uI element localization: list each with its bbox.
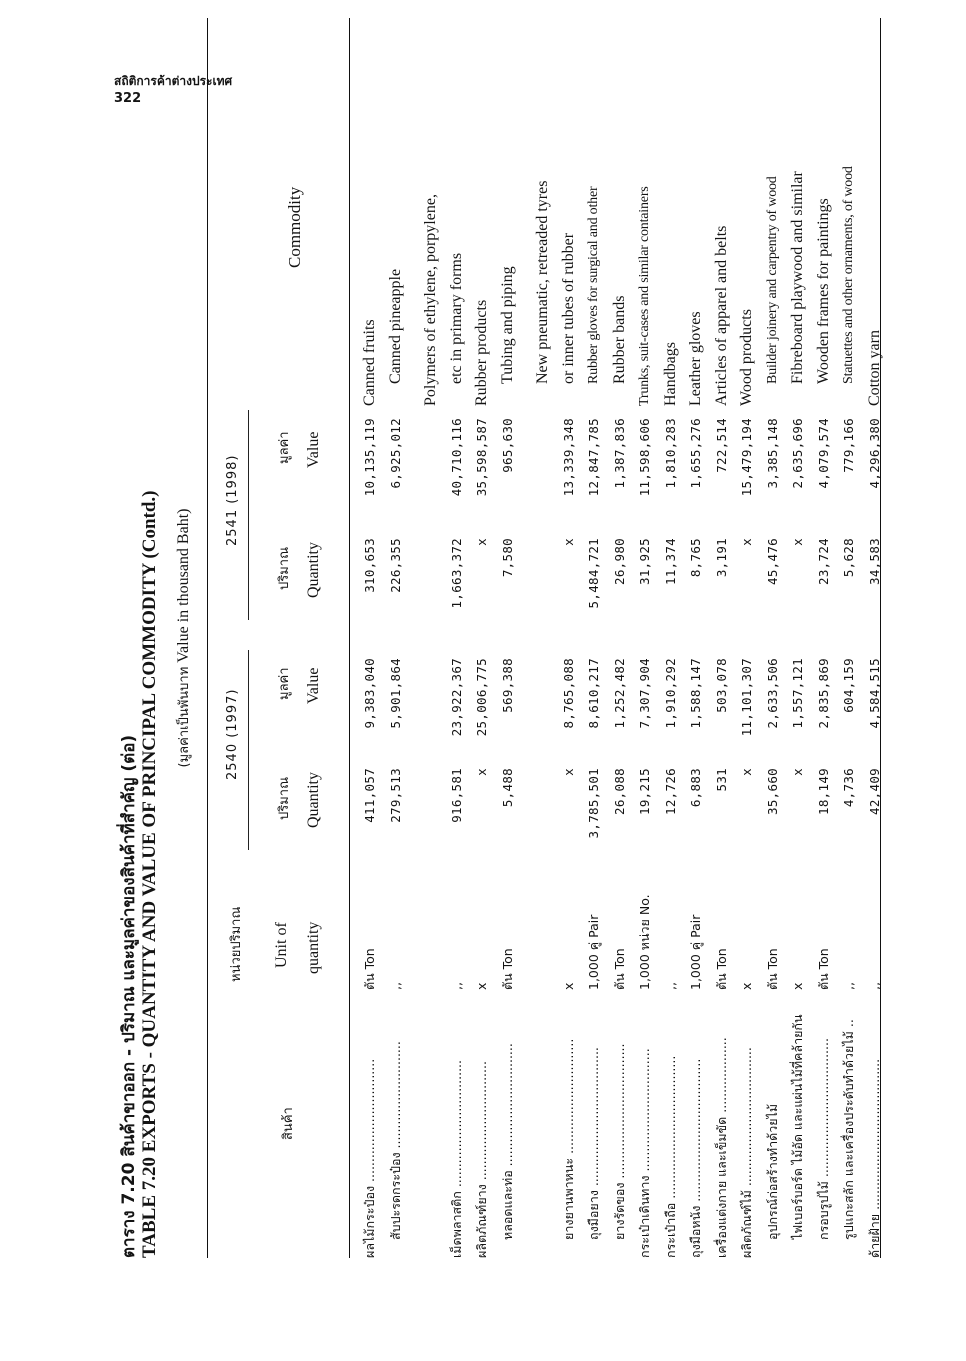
header-unit-en-1: Unit of: [273, 922, 290, 968]
commodity-english-cell: Rubber products: [473, 299, 490, 406]
value-1998-cell: 722,514: [713, 418, 729, 473]
quantity-1998-cell: 310,653: [362, 538, 377, 593]
table-row: [607, 18, 633, 1258]
unit-cell: ตัน Ton: [362, 948, 377, 990]
quantity-1997-cell: 26,088: [611, 768, 627, 815]
unit-cell: ตัน Ton: [815, 948, 831, 990]
commodity-english-cell: Wood products: [738, 309, 755, 406]
value-1997-cell: 2,633,506: [764, 658, 780, 729]
unit-cell: ตัน Ton: [713, 948, 729, 990]
table-row: [581, 18, 607, 1258]
value-1997-cell: 11,101,307: [739, 658, 754, 737]
value-1998-cell: 35,598,587: [474, 418, 489, 497]
unit-cell: x: [560, 982, 576, 990]
quantity-1998-cell: x: [790, 538, 805, 546]
quantity-1998-cell: 226,355: [387, 538, 403, 593]
commodity-thai-cell: ยางยานพาหนะ .............................: [560, 1038, 576, 1240]
value-1998-cell: 11,598,606: [637, 418, 652, 497]
commodity-thai-cell: เครื่องแต่งกาย และเข็มขัด ...................: [713, 1037, 729, 1258]
quantity-1997-cell: x: [560, 768, 576, 776]
value-1997-cell: 604,159: [841, 658, 856, 713]
commodity-english-cell: Tubing and piping: [498, 266, 516, 384]
table-subtitle: [173, 18, 194, 1258]
unit-cell: ,,: [662, 982, 678, 990]
value-1998-cell: 40,710,116: [448, 418, 464, 497]
quantity-1998-cell: 34,583: [866, 538, 882, 585]
commodity-thai-cell: กรอบรูปไม้ ...................................: [815, 1038, 831, 1240]
header-quantity-1997-thai: ปริมาณ: [277, 776, 292, 820]
table-row: [734, 18, 760, 1258]
commodity-english-cell: New pneumatic, retreaded tyres: [534, 180, 551, 384]
table-row: [862, 18, 888, 1258]
value-1997-cell: 1,910,292: [662, 658, 678, 729]
unit-cell: ,,: [841, 982, 856, 990]
quantity-1998-cell: x: [560, 538, 576, 546]
table-row: [469, 18, 495, 1258]
commodity-thai-cell: ผลิตภัณฑ์ไม้ ...................................: [739, 1047, 754, 1258]
header-unit-thai: หน่วยปริมาณ: [229, 906, 244, 982]
commodity-thai-cell: ผลไม้กระป๋อง ...............................: [362, 1058, 377, 1258]
header-unit-en-2: quantity: [305, 921, 322, 974]
commodity-english-cell: Fibreboard playwood and similar: [789, 171, 806, 384]
commodity-thai-cell: ผลิตภัณฑ์ยาง ..............................: [474, 1061, 489, 1258]
value-1997-cell: 23,922,367: [448, 658, 464, 737]
commodity-thai-cell: อุปกรณ์ก่อสร้างทำด้วยไม้: [764, 1103, 780, 1240]
commodity-thai-cell: ด้ายฝ้าย ......................................: [866, 1058, 882, 1258]
subtitle-english: Value in thousand Baht): [175, 508, 192, 663]
commodity-english-cell: Handbags: [661, 342, 679, 406]
table-top-rule: [207, 18, 208, 1258]
quantity-1997-cell: 42,409: [866, 768, 882, 815]
table-row: [709, 18, 735, 1258]
value-1998-cell: 12,847,785: [586, 418, 601, 497]
unit-cell: ,,: [866, 982, 882, 990]
commodity-thai-cell: ถุงมือหนัง ....................................: [688, 1058, 703, 1258]
value-1997-cell: 25,006,775: [474, 658, 489, 737]
table-row: [556, 18, 582, 1258]
quantity-1998-cell: 8,765: [688, 538, 703, 578]
quantity-1997-cell: 5,488: [499, 768, 515, 808]
commodity-thai-cell: เม็ดพลาสติก ................................: [448, 1060, 464, 1258]
value-1998-cell: 13,339,348: [560, 418, 576, 497]
unit-cell: ,,: [448, 982, 464, 990]
year-1997-underline: [248, 650, 249, 850]
quantity-1998-cell: x: [474, 538, 489, 546]
table-row: [383, 18, 409, 1258]
value-1998-cell: 15,479,194: [739, 418, 754, 497]
commodity-thai-cell: กระเป๋าเดินทาง ...............................: [637, 1048, 652, 1258]
publication-title: สถิติการค้าต่างประเทศ: [114, 74, 233, 88]
quantity-1998-cell: 5,628: [841, 538, 856, 578]
commodity-english-cell: Cotton yarn: [865, 330, 883, 406]
commodity-english-cell: Leather gloves: [687, 311, 704, 406]
table-row: [530, 18, 556, 1258]
quantity-1998-cell: 45,476: [764, 538, 780, 585]
value-1997-cell: 503,078: [713, 658, 729, 713]
header-value-1997-en: Value: [305, 667, 322, 704]
header-value-1998-thai: มูลค่า: [277, 431, 292, 464]
value-1997-cell: 1,588,147: [688, 658, 703, 729]
quantity-1997-cell: 6,883: [688, 768, 703, 808]
value-1998-cell: 2,635,696: [790, 418, 805, 489]
commodity-english-cell: Articles of apparel and belts: [712, 225, 730, 406]
quantity-1997-cell: 12,726: [662, 768, 678, 815]
commodity-thai-cell: สับปะรดกระป๋อง ...........................: [387, 1041, 403, 1240]
unit-cell: ตัน Ton: [499, 948, 515, 990]
commodity-thai-cell: ไฟเบอร์บอร์ด ไม้อัด และแผ่นไม้ที่คล้ายกัน: [790, 1014, 805, 1240]
quantity-1998-cell: 5,484,721: [586, 538, 601, 609]
commodity-thai-cell: ยางรัดของ ..................................: [611, 1043, 627, 1240]
unit-cell: x: [790, 982, 805, 990]
quantity-1998-cell: 11,374: [662, 538, 678, 585]
commodity-english-cell: Polymers of ethylene, porpylene,: [422, 194, 439, 406]
table-row: [811, 18, 837, 1258]
subtitle-thai: (มูลค่าเป็นพันบาท: [177, 666, 192, 768]
value-1998-cell: 965,630: [499, 418, 515, 473]
value-1998-cell: 4,296,380: [866, 418, 882, 489]
unit-cell: x: [739, 982, 754, 990]
table-row: [357, 18, 383, 1258]
quantity-1997-cell: 18,149: [815, 768, 831, 815]
header-commodity-thai: สินค้า: [281, 1107, 296, 1140]
header-value-1998-en: Value: [305, 431, 322, 468]
table-header-rule: [349, 18, 350, 1258]
value-1997-cell: 5,901,864: [387, 658, 403, 729]
quantity-1997-cell: 3,785,501: [586, 768, 601, 839]
table-row: [760, 18, 786, 1258]
value-1998-cell: 1,387,836: [611, 418, 627, 489]
unit-cell: 1,000 คู่ Pair: [586, 914, 601, 990]
commodity-english-cell: Canned pineapple: [386, 268, 404, 384]
quantity-1998-cell: x: [739, 538, 754, 546]
table-row: [495, 18, 521, 1258]
year-1998-underline: [248, 410, 249, 620]
table-bottom-rule: [880, 18, 881, 1258]
commodity-english-cell: Builder joinery and carpentry of wood: [764, 176, 780, 384]
value-1997-cell: 4,584,515: [866, 658, 882, 729]
commodity-english-cell: Rubber bands: [610, 295, 628, 384]
unit-cell: ตัน Ton: [764, 948, 780, 990]
quantity-1997-cell: 531: [713, 768, 729, 792]
quantity-1997-cell: x: [474, 768, 489, 776]
header-quantity-1997-en: Quantity: [305, 772, 322, 828]
quantity-1997-cell: 19,215: [637, 768, 652, 815]
value-1998-cell: 4,079,574: [815, 418, 831, 489]
unit-cell: 1,000 หน่วย No.: [637, 894, 652, 990]
value-1997-cell: 7,307,904: [637, 658, 652, 729]
table-row: [632, 18, 658, 1258]
quantity-1997-cell: 4,736: [841, 768, 856, 808]
value-1997-cell: 569,388: [499, 658, 515, 713]
unit-cell: x: [474, 982, 489, 990]
value-1998-cell: 779,166: [841, 418, 856, 473]
header-year-1997: 2540 (1997): [225, 688, 240, 780]
commodity-english-cell: Canned fruits: [361, 319, 378, 406]
commodity-thai-cell: รูปแกะสลัก และเครื่องประดับทำด้วยไม้ ..: [841, 1019, 856, 1240]
header-value-1997-thai: มูลค่า: [277, 667, 292, 700]
value-1997-cell: 8,610,217: [586, 658, 601, 729]
value-1997-cell: 1,252,482: [611, 658, 627, 729]
quantity-1997-cell: 279,513: [387, 768, 403, 823]
commodity-english-cell: Rubber gloves for surgical and other: [586, 186, 601, 384]
unit-cell: ,,: [387, 982, 403, 990]
quantity-1997-cell: 35,660: [764, 768, 780, 815]
commodity-english-cell: Wooden frames for paintings: [814, 198, 832, 384]
quantity-1998-cell: 3,191: [713, 538, 729, 578]
value-1997-cell: 1,557,121: [790, 658, 805, 729]
quantity-1998-cell: 31,925: [637, 538, 652, 585]
commodity-english-cell: etc in primary forms: [447, 252, 465, 384]
header-year-1998: 2541 (1998): [225, 454, 240, 546]
value-1998-cell: 10,135,119: [362, 418, 377, 497]
table-row: [683, 18, 709, 1258]
commodity-english-cell: Statuettes and other ornaments, of wood: [841, 166, 856, 384]
unit-cell: ตัน Ton: [611, 948, 627, 990]
quantity-1997-cell: 411,057: [362, 768, 377, 823]
table-row: [658, 18, 684, 1258]
value-1997-cell: 8,765,088: [560, 658, 576, 729]
value-1998-cell: 3,385,148: [764, 418, 780, 489]
table-title-english: TABLE 7.20 EXPORTS - QUANTITY AND VALUE OF PRINCIPAL COMMODITY (Contd.): [139, 490, 160, 1258]
quantity-1998-cell: 1,663,372: [448, 538, 464, 609]
commodity-english-cell: Trunks, suit-cases and similar containers: [637, 186, 652, 406]
page-number: 322: [114, 91, 142, 106]
quantity-1997-cell: x: [790, 768, 805, 776]
commodity-thai-cell: ถุงมือยาง ...................................: [586, 1047, 601, 1240]
commodity-english-cell: or inner tubes of rubber: [559, 232, 577, 384]
table-row: [785, 18, 811, 1258]
table-row: [418, 18, 444, 1258]
quantity-1998-cell: 7,580: [499, 538, 515, 578]
table-row: [836, 18, 862, 1258]
value-1997-cell: 2,835,869: [815, 658, 831, 729]
quantity-1997-cell: x: [739, 768, 754, 776]
value-1998-cell: 1,655,276: [688, 418, 703, 489]
header-commodity-en: Commodity: [285, 186, 304, 268]
value-1998-cell: 6,925,012: [387, 418, 403, 489]
quantity-1998-cell: 26,980: [611, 538, 627, 585]
quantity-1998-cell: 23,724: [815, 538, 831, 585]
commodity-thai-cell: กระเป๋าถือ ....................................: [662, 1055, 678, 1258]
value-1997-cell: 9,383,040: [362, 658, 377, 729]
commodity-thai-cell: หลอดและท่อ ...............................: [499, 1043, 515, 1240]
table-row: [444, 18, 470, 1258]
quantity-1997-cell: 916,581: [448, 768, 464, 823]
header-quantity-1998-thai: ปริมาณ: [277, 546, 292, 590]
unit-cell: 1,000 คู่ Pair: [688, 914, 703, 990]
rotated-table-page: [115, 18, 885, 1258]
value-1998-cell: 1,810,283: [662, 418, 678, 489]
table-title-thai: ตาราง 7.20 สินค้าขาออก - ปริมาณ และมูลค่าของสินค้าที่สำคัญ (ต่อ): [119, 734, 139, 1258]
header-quantity-1998-en: Quantity: [305, 542, 322, 598]
